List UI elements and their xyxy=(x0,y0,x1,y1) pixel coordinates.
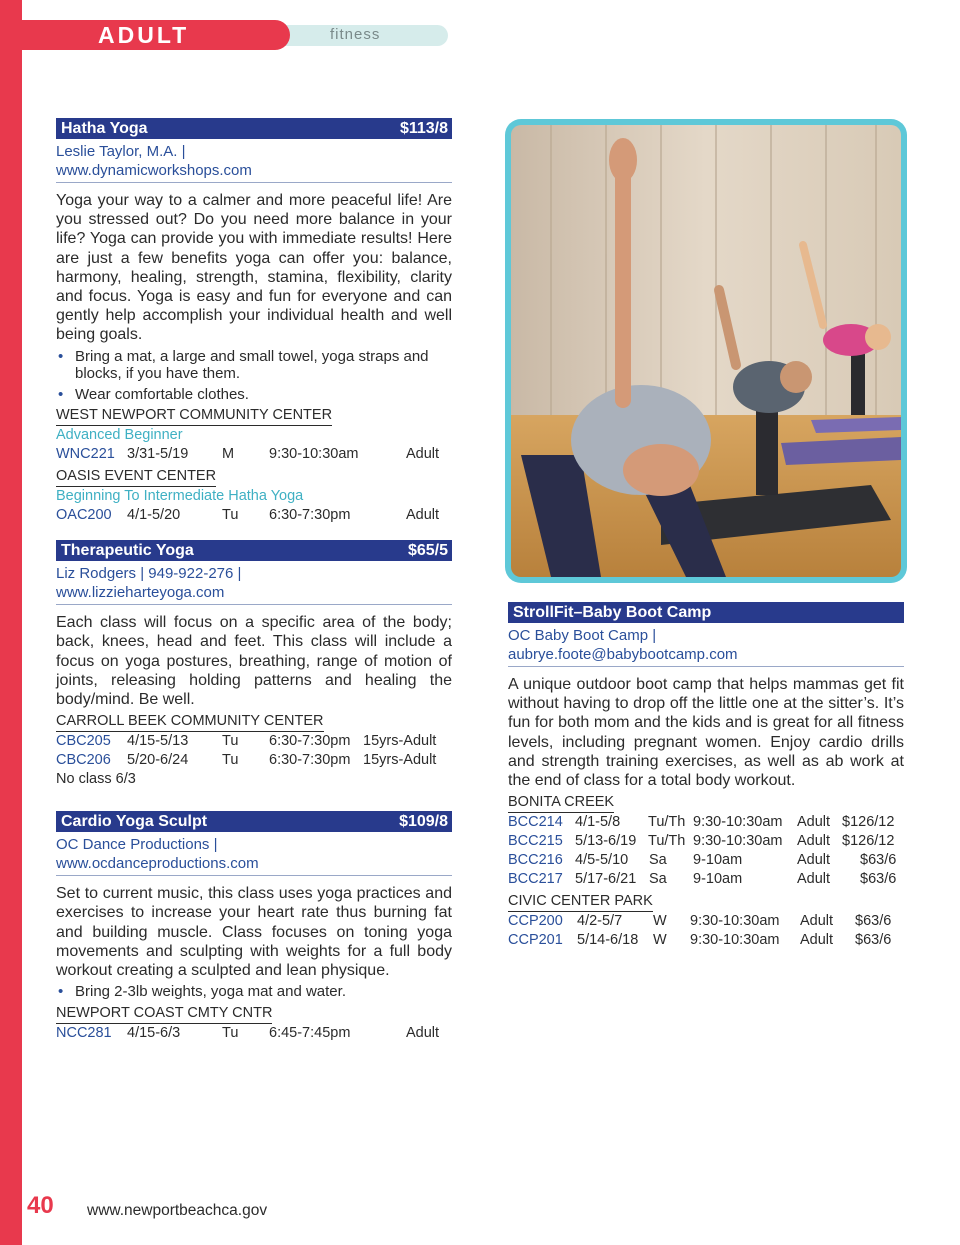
class-code-link[interactable]: CCP201 xyxy=(508,932,563,949)
instructor-contact: Liz Rodgers | 949-922-276 | xyxy=(56,565,242,583)
schedule-row xyxy=(508,832,904,851)
class-day: Tu xyxy=(222,733,239,750)
location-name: NEWPORT COAST CMTY CNTR xyxy=(56,1004,272,1024)
class-age: Adult xyxy=(406,1024,440,1041)
class-fee: $126/12 xyxy=(842,814,895,831)
footer-website-link[interactable]: www.newportbeachca.gov xyxy=(87,1202,268,1219)
class-title: Cardio Yoga Sculpt xyxy=(61,812,208,830)
class-time: 6:30-7:30pm xyxy=(269,507,351,524)
class-day: W xyxy=(653,913,667,930)
left-column xyxy=(56,118,452,1043)
class-code-link[interactable]: NCC281 xyxy=(56,1024,112,1041)
class-age: Adult xyxy=(797,833,831,850)
class-age: Adult xyxy=(797,852,831,869)
schedule-row xyxy=(508,931,904,950)
class-code-link[interactable]: WNC221 xyxy=(56,446,115,463)
class-time: 6:30-7:30pm xyxy=(269,752,351,769)
side-accent-bar xyxy=(0,0,22,1245)
location-name: CIVIC CENTER PARK xyxy=(508,892,653,912)
class-time: 9:30-10:30am xyxy=(690,932,780,949)
schedule-row xyxy=(508,870,904,889)
instructor-info xyxy=(508,626,904,667)
instructor-info xyxy=(56,835,452,876)
class-description: A unique outdoor boot camp that helps mammas get fit without having to drop off the little one at the sitter’s. It’s fun for both mom and the kids and is great for all fitness levels, including pregnant women. Enjoy cardio drills and strength training exercises, as well as ab work at the end of class for a total body workout. xyxy=(508,676,904,790)
class-code-link[interactable]: CBC205 xyxy=(56,733,111,750)
bullet-item: • Wear comfortable clothes. xyxy=(56,386,452,404)
class-bullets xyxy=(56,983,452,1001)
class-time: 9-10am xyxy=(693,871,743,888)
class-description: Each class will focus on a specific area of the body; back, knees, head and feet. This class will include a focus on yoga postures, breathing, range of motion of joints, releasing holding patterns and healing the body/mind. Be well. xyxy=(56,614,452,708)
schedule-row xyxy=(56,445,452,464)
class-code-link[interactable]: CCP200 xyxy=(508,913,563,930)
schedule-row xyxy=(56,751,452,770)
class-time: 6:45-7:45pm xyxy=(269,1024,351,1041)
instructor-email-link[interactable]: aubrye.foote@babybootcamp.com xyxy=(508,646,738,663)
class-level: Beginning To Intermediate Hatha Yoga xyxy=(56,488,304,505)
class-time: 6:30-7:30pm xyxy=(269,733,351,750)
location-name: OASIS EVENT CENTER xyxy=(56,467,216,487)
instructor-name: OC Dance Productions | xyxy=(56,836,218,854)
schedule-row xyxy=(508,851,904,870)
class-age: Adult xyxy=(406,507,440,524)
class-time: 9:30-10:30am xyxy=(690,913,780,930)
class-title-bar xyxy=(56,118,452,139)
class-code-link[interactable]: BCC214 xyxy=(508,814,563,831)
class-dates: 4/1-5/8 xyxy=(575,814,621,831)
page-number: 40 xyxy=(27,1192,54,1219)
class-fee: $126/12 xyxy=(842,833,895,850)
hatha-yoga-class xyxy=(56,118,452,525)
class-day: Tu/Th xyxy=(648,814,686,831)
class-dates: 4/15-6/3 xyxy=(127,1024,181,1041)
class-time: 9:30-10:30am xyxy=(693,814,783,831)
class-title: StrollFit–Baby Boot Camp xyxy=(513,603,712,621)
class-code-link[interactable]: BCC215 xyxy=(508,833,563,850)
schedule-row xyxy=(508,813,904,832)
class-dates: 4/15-5/13 xyxy=(127,733,189,750)
class-level: Advanced Beginner xyxy=(56,427,183,444)
class-age: 15yrs-Adult xyxy=(363,752,437,769)
class-time: 9-10am xyxy=(693,852,743,869)
class-day: Tu xyxy=(222,1024,239,1041)
instructor-website-link[interactable]: www.dynamicworkshops.com xyxy=(56,162,252,179)
cardio-yoga-sculpt-class xyxy=(56,811,452,1043)
location-name: CARROLL BEEK COMMUNITY CENTER xyxy=(56,712,324,732)
class-day: Tu xyxy=(222,507,239,524)
location-name: WEST NEWPORT COMMUNITY CENTER xyxy=(56,406,332,426)
bullet-item: • Bring a mat, a large and small towel, yoga straps and blocks, if you have them. xyxy=(56,348,452,383)
category-label: fitness xyxy=(330,26,381,43)
instructor-website-link[interactable]: www.ocdanceproductions.com xyxy=(56,855,259,873)
class-time: 9:30-10:30am xyxy=(693,833,783,850)
class-dates: 3/31-5/19 xyxy=(127,446,189,463)
class-dates: 4/1-5/20 xyxy=(127,507,181,524)
instructor-name: OC Baby Boot Camp | xyxy=(508,627,657,644)
class-title-bar xyxy=(56,540,452,561)
class-fee: $63/6 xyxy=(860,852,897,869)
class-code-link[interactable]: CBC206 xyxy=(56,752,111,769)
class-fee: $63/6 xyxy=(855,932,892,949)
category-tab xyxy=(282,25,448,46)
class-price: $113/8 xyxy=(399,119,448,137)
class-note: No class 6/3 xyxy=(56,771,136,788)
class-dates: 5/14-6/18 xyxy=(577,932,639,949)
class-day: M xyxy=(222,446,235,463)
class-price: $109/8 xyxy=(399,812,448,830)
strollfit-class xyxy=(508,602,904,950)
schedule-row xyxy=(56,732,452,751)
class-age: Adult xyxy=(406,446,440,463)
instructor-info xyxy=(56,142,452,183)
class-dates: 5/17-6/21 xyxy=(575,871,637,888)
class-dates: 5/13-6/19 xyxy=(575,833,637,850)
class-description: Set to current music, this class uses yoga practices and exercises to increase your heart rate thus burning fat and building muscle. Class focuses on toning yoga movements and sculpting with weights for a full body workout creating a sculpted and lean physique. xyxy=(56,885,452,979)
class-description: Yoga your way to a calmer and more peaceful life! Are you stressed out? Do you need more balance in your life? Yoga can provide you with immediate results! Here are just a few benefits yoga can offer you: balance, harmony, healing, strength, stamina, flexibility, clarity and focus. Yoga is easy and fun for everyone and can gently help accomplish your individual health and well being goals. xyxy=(56,192,452,344)
class-code-link[interactable]: BCC217 xyxy=(508,871,563,888)
instructor-info xyxy=(56,564,452,605)
class-day: Tu xyxy=(222,752,239,769)
class-age: Adult xyxy=(797,814,831,831)
class-age: 15yrs-Adult xyxy=(363,733,437,750)
class-title: Hatha Yoga xyxy=(61,119,148,137)
instructor-website-link[interactable]: www.lizzieharteyoga.com xyxy=(56,584,225,602)
class-dates: 4/5-5/10 xyxy=(575,852,629,869)
section-tab xyxy=(0,20,290,50)
class-price: $65/5 xyxy=(407,541,448,559)
class-age: Adult xyxy=(797,871,831,888)
schedule-row xyxy=(508,912,904,931)
schedule-row xyxy=(56,506,452,525)
yoga-class-photo xyxy=(505,119,907,583)
class-code-link[interactable]: OAC200 xyxy=(56,507,112,524)
class-day: Sa xyxy=(649,852,667,869)
class-fee: $63/6 xyxy=(860,871,897,888)
class-dates: 4/2-5/7 xyxy=(577,913,623,930)
class-code-link[interactable]: BCC216 xyxy=(508,852,563,869)
class-title-bar xyxy=(56,811,452,832)
class-day: W xyxy=(653,932,667,949)
class-day: Tu/Th xyxy=(648,833,686,850)
class-fee: $63/6 xyxy=(855,913,892,930)
bullet-item: • Bring 2-3lb weights, yoga mat and water. xyxy=(56,983,452,1001)
class-day: Sa xyxy=(649,871,667,888)
class-age: Adult xyxy=(800,913,834,930)
yoga-photo-illustration xyxy=(511,125,901,577)
schedule-row xyxy=(56,1024,452,1043)
therapeutic-yoga-class xyxy=(56,540,452,789)
class-age: Adult xyxy=(800,932,834,949)
class-title: Therapeutic Yoga xyxy=(61,541,194,559)
section-label: ADULT xyxy=(98,22,190,48)
class-time: 9:30-10:30am xyxy=(269,446,359,463)
class-bullets xyxy=(56,348,452,404)
class-title-bar xyxy=(508,602,904,623)
class-dates: 5/20-6/24 xyxy=(127,752,189,769)
instructor-name: Leslie Taylor, M.A. | xyxy=(56,143,186,160)
location-name: BONITA CREEK xyxy=(508,793,614,813)
